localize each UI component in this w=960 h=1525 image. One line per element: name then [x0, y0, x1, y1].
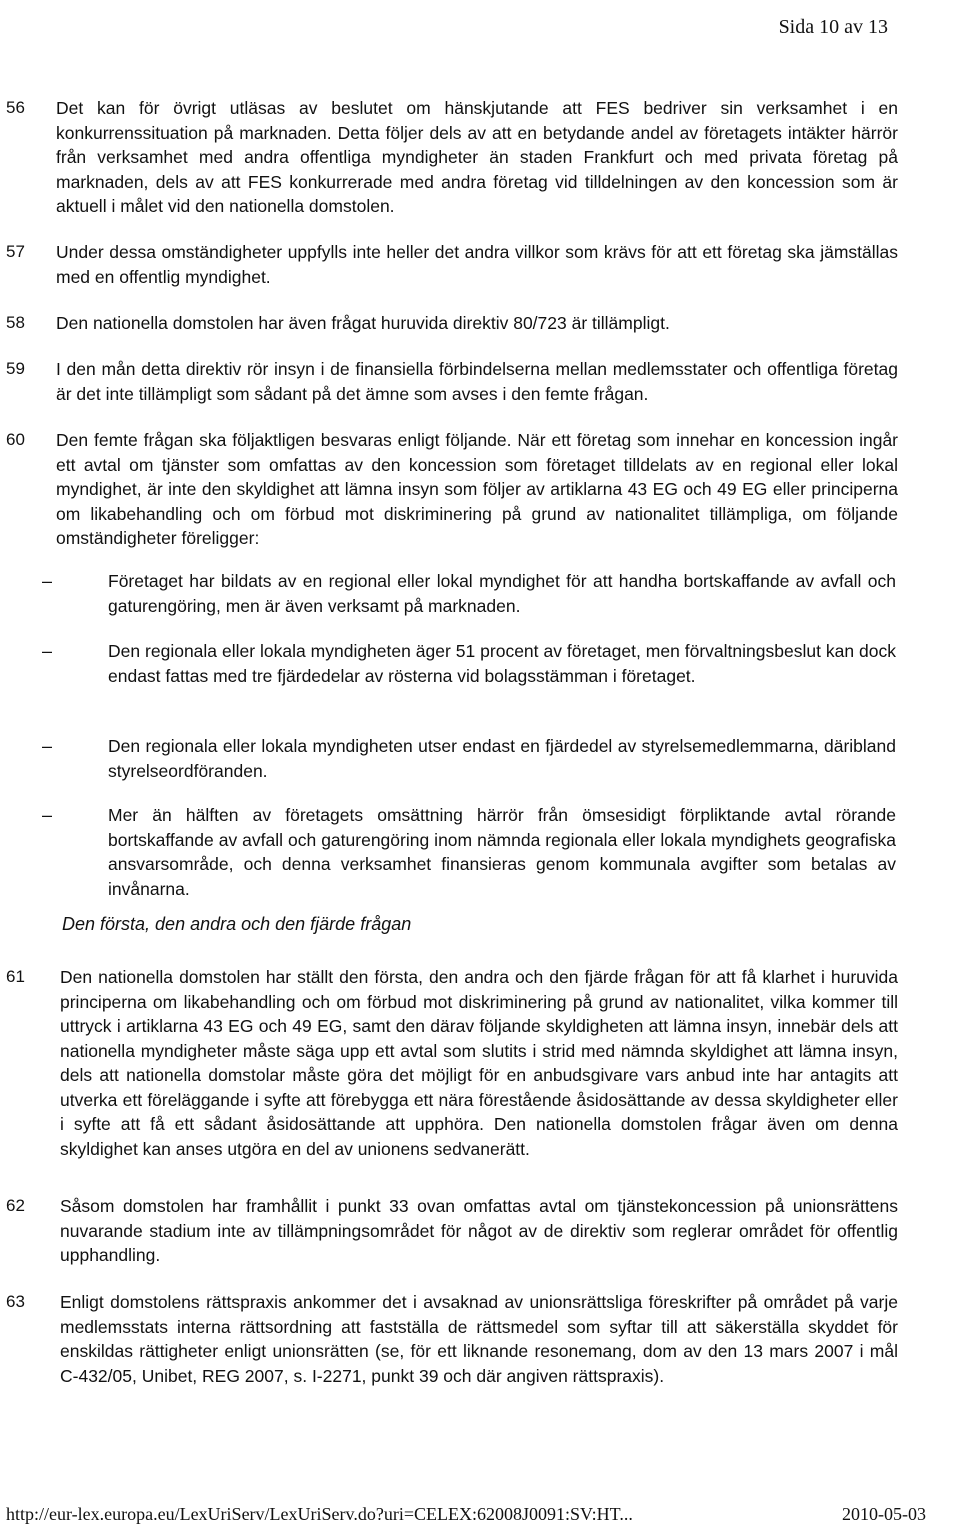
dash-marker: –	[42, 641, 53, 661]
paragraph-text: Den nationella domstolen har även frågat huruvida direktiv 80/723 är tillämpligt.	[56, 313, 670, 333]
paragraph-number: 60	[6, 430, 25, 449]
paragraph-number: 58	[6, 313, 25, 332]
bullet-text: Företaget har bildats av en regional eller lokal myndighet för att handha bortskaffande av avfall och gaturengöring, men är även verksamt på marknaden.	[108, 571, 896, 616]
paragraph-number: 61	[6, 967, 25, 986]
paragraph-text: Det kan för övrigt utläsas av beslutet om hänskjutande att FES bedriver sin verksamhet i en konkurrenssituation på marknaden. Detta följer dels av att en betydande andel av företagets intäkter härrör från verksamhet med andra offentliga myndigheter än staden Frankfurt och med privata företag på marknaden, dels av att FES konkurrerade med andra företag vid tilldelningen av den koncession som är aktuell i målet vid den nationella domstolen.	[56, 98, 898, 216]
paragraph-number: 56	[6, 98, 25, 117]
section-heading: Den första, den andra och den fjärde frågan	[62, 914, 412, 934]
paragraph-text: Den nationella domstolen har ställt den första, den andra och den fjärde frågan för att få klarhet i huruvida principerna om likabehandling och om förbud mot diskriminering på grund av nationalitet, vilka kommer till uttryck i artiklarna 43 EG och 49 EG, samt den därav följande skyldigheten att lämna insyn, innebär dels att nationella myndigheter måste säga upp ett avtal som slutits i strid med nämnda skyldighet att lämna insyn, dels att nationella domstolar måste göra det möjligt för en anbudsgivare vars anbud inte har antagits att utverka ett föreläggande i syfte att förebygga ett nära förestående åsidosättande av dessa skyldigheter eller i syfte att få ett sådant åsidosättande att upphöra. Den nationella domstolen frågar även om denna skyldighet kan anses utgöra en del av unionens sedvanerätt.	[60, 967, 898, 1159]
paragraph-text: Såsom domstolen har framhållit i punkt 33 ovan omfattas avtal om tjänstekoncession på unionsrättens nuvarande stadium inte av tillämpningsområdet för något av de direktiv som reglerar området för offentlig upphandling.	[60, 1196, 898, 1265]
footer	[6, 1503, 926, 1525]
bullet-text: Mer än hälften av företagets omsättning härrör från ömsesidigt förpliktande avtal rörande bortskaffande av avfall och gaturengöring inom nämnda regionala eller lokala myndighets geografiska ansvarsområde, och denna verksamhet finansieras genom kommunala avgifter som betalas av invånarna.	[108, 805, 896, 899]
paragraph-text: Under dessa omständigheter uppfylls inte heller det andra villkor som krävs för att ett företag ska jämställas med en offentlig myndighet.	[56, 242, 898, 287]
bullet-text: Den regionala eller lokala myndigheten äger 51 procent av företaget, men förvaltningsbeslut kan dock endast fattas med tre fjärdedelar av rösterna vid bolagsstämman i företaget.	[108, 641, 896, 686]
paragraph-text: I den mån detta direktiv rör insyn i de finansiella förbindelserna mellan medlemsstater och offentliga företag är det inte tillämpligt som sådant på det ämne som avses i den femte frågan.	[56, 359, 898, 404]
paragraph-text: Den femte frågan ska följaktligen besvaras enligt följande. När ett företag som innehar en koncession ingår ett avtal om tjänster som omfattas av den koncession som företaget tilldelats av en regional eller lokal myndighet, är inte den skyldighet att lämna insyn som följer av artiklarna 43 EG och 49 EG eller principerna om likabehandling och om förbud mot diskriminering på grund av nationalitet tillämpliga, om följande omständigheter föreligger:	[56, 430, 898, 548]
page-number: Sida 10 av 13	[778, 16, 888, 38]
paragraph-number: 57	[6, 242, 25, 261]
bullet-text: Den regionala eller lokala myndigheten utser endast en fjärdedel av styrelsemedlemmarna, däribland styrelseordföranden.	[108, 736, 896, 781]
dash-marker: –	[42, 805, 53, 825]
footer-date: 2010-05-03	[842, 1504, 926, 1524]
paragraph-number: 63	[6, 1292, 25, 1311]
paragraph-number: 62	[6, 1196, 25, 1215]
dash-marker: –	[42, 571, 53, 591]
paragraph-text: Enligt domstolens rättspraxis ankommer det i avsaknad av unionsrättsliga föreskrifter på området på varje medlemsstats interna rättsordning att fastställa de rättsmedel som syftar till att säkerställa skyddet för enskildas rättigheter enligt unionsrätten (se, för ett liknande resonemang, dom av den 13 mars 2007 i mål C-432/05, Unibet, REG 2007, s. I-2271, punkt 39 och där angiven rättspraxis).	[60, 1292, 898, 1386]
footer-url[interactable]: http://eur-lex.europa.eu/LexUriServ/LexUriServ.do?uri=CELEX:62008J0091:SV:HT...	[6, 1504, 633, 1524]
paragraph-number: 59	[6, 359, 25, 378]
dash-marker: –	[42, 736, 53, 756]
